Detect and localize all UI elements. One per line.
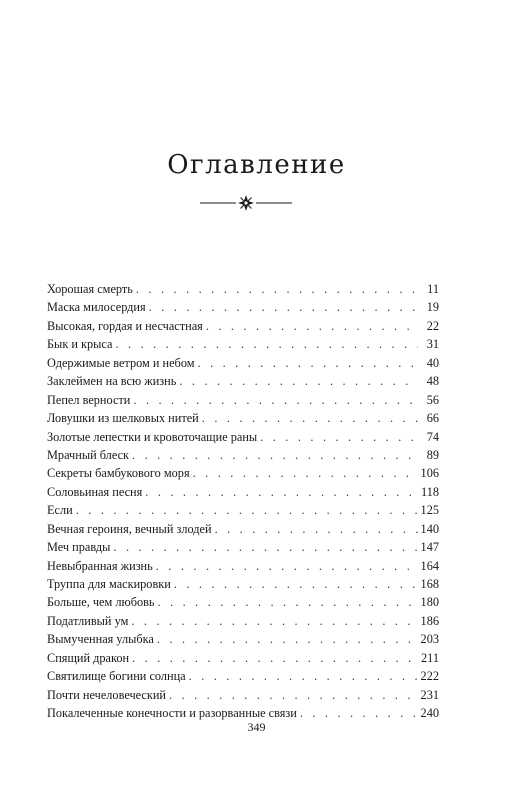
toc-entry[interactable] <box>47 501 439 519</box>
toc-dot-leader <box>131 612 417 630</box>
toc-entry-page: 89 <box>418 446 439 464</box>
toc-entry-page: 40 <box>418 354 439 372</box>
toc-entry[interactable] <box>47 557 439 575</box>
toc-dot-leader <box>156 557 418 575</box>
toc-dot-leader <box>133 391 418 409</box>
toc-dot-leader <box>113 538 417 556</box>
toc-entry-page: 125 <box>418 501 439 519</box>
toc-entry-title: Почти нечеловеческий <box>47 686 169 704</box>
toc-entry-page: 140 <box>418 520 439 538</box>
toc-entry[interactable] <box>47 593 439 611</box>
toc-entry-page: 231 <box>418 686 439 704</box>
toc-dot-leader <box>76 501 418 519</box>
star-flourish-icon <box>196 193 296 213</box>
toc-dot-leader <box>215 520 418 538</box>
toc-dot-leader <box>174 575 418 593</box>
toc-entry-page: 222 <box>418 667 439 685</box>
toc-entry-title: Маска милосердия <box>47 298 149 316</box>
toc-dot-leader <box>132 446 418 464</box>
toc-dot-leader <box>169 686 418 704</box>
toc-entry-title: Мрачный блеск <box>47 446 132 464</box>
toc-entry[interactable] <box>47 630 439 648</box>
toc-entry[interactable] <box>47 649 439 667</box>
toc-entry-title: Невыбранная жизнь <box>47 557 156 575</box>
toc-entry[interactable] <box>47 354 439 372</box>
toc-dot-leader <box>260 428 418 446</box>
toc-entry[interactable] <box>47 391 439 409</box>
toc-entry[interactable] <box>47 575 439 593</box>
toc-entry-page: 240 <box>418 704 439 722</box>
toc-dot-leader <box>158 593 418 611</box>
toc-entry[interactable] <box>47 372 439 390</box>
toc-entry-title: Меч правды <box>47 538 113 556</box>
toc-entry-page: 147 <box>418 538 439 556</box>
toc-entry[interactable] <box>47 483 439 501</box>
toc-dot-leader <box>132 649 418 667</box>
toc-entry[interactable] <box>47 409 439 427</box>
toc-entry-page: 22 <box>418 317 439 335</box>
toc-dot-leader <box>193 464 418 482</box>
toc-entry-title: Вымученная улыбка <box>47 630 157 648</box>
toc-entry-title: Больше, чем любовь <box>47 593 158 611</box>
page-title: Оглавление <box>167 150 346 180</box>
toc-entry-title: Хорошая смерть <box>47 280 136 298</box>
toc-entry[interactable] <box>47 520 439 538</box>
toc-entry[interactable] <box>47 428 439 446</box>
toc-dot-leader <box>206 317 418 335</box>
toc-entry-title: Бык и крыса <box>47 335 115 353</box>
table-of-contents <box>47 280 439 723</box>
toc-entry-title: Ловушки из шелковых нитей <box>47 409 202 427</box>
toc-entry-page: 74 <box>418 428 439 446</box>
toc-dot-leader <box>145 483 418 501</box>
toc-dot-leader <box>189 667 418 685</box>
toc-entry[interactable] <box>47 686 439 704</box>
toc-entry[interactable] <box>47 538 439 556</box>
toc-entry-page: 164 <box>418 557 439 575</box>
toc-entry-page: 186 <box>418 612 439 630</box>
toc-entry[interactable] <box>47 280 439 298</box>
toc-entry-page: 203 <box>418 630 439 648</box>
toc-entry-page: 118 <box>418 483 439 501</box>
toc-entry-page: 48 <box>418 372 439 390</box>
toc-entry-title: Спящий дракон <box>47 649 132 667</box>
toc-entry-page: 11 <box>418 280 439 298</box>
toc-dot-leader <box>149 298 418 316</box>
toc-dot-leader <box>179 372 418 390</box>
toc-entry-page: 56 <box>418 391 439 409</box>
toc-entry[interactable] <box>47 317 439 335</box>
toc-dot-leader <box>136 280 418 298</box>
toc-entry[interactable] <box>47 612 439 630</box>
toc-entry-title: Вечная героиня, вечный злодей <box>47 520 215 538</box>
toc-entry[interactable] <box>47 298 439 316</box>
toc-entry[interactable] <box>47 464 439 482</box>
toc-entry-title: Золотые лепестки и кровоточащие раны <box>47 428 260 446</box>
toc-entry-title: Высокая, гордая и несчастная <box>47 317 206 335</box>
toc-entry-title: Податливый ум <box>47 612 131 630</box>
page-number: 349 <box>247 720 266 734</box>
toc-dot-leader <box>198 354 418 372</box>
toc-entry-page: 19 <box>418 298 439 316</box>
toc-entry-title: Одержимые ветром и небом <box>47 354 198 372</box>
toc-entry-title: Если <box>47 501 76 519</box>
toc-entry-title: Покалеченные конечности и разорванные связи <box>47 704 300 722</box>
toc-entry[interactable] <box>47 335 439 353</box>
toc-dot-leader <box>157 630 418 648</box>
toc-entry-title: Заклеймен на всю жизнь <box>47 372 179 390</box>
toc-entry-page: 31 <box>418 335 439 353</box>
toc-entry[interactable] <box>47 446 439 464</box>
toc-entry-page: 180 <box>418 593 439 611</box>
toc-entry-page: 168 <box>418 575 439 593</box>
toc-dot-leader <box>115 335 418 353</box>
toc-entry-page: 106 <box>418 464 439 482</box>
toc-dot-leader <box>202 409 418 427</box>
toc-entry-title: Святилище богини солнца <box>47 667 189 685</box>
toc-entry-title: Пепел верности <box>47 391 133 409</box>
toc-entry[interactable] <box>47 667 439 685</box>
toc-entry-title: Секреты бамбукового моря <box>47 464 193 482</box>
toc-entry-title: Труппа для маскировки <box>47 575 174 593</box>
toc-entry-page: 66 <box>418 409 439 427</box>
toc-entry-page: 211 <box>418 649 439 667</box>
toc-entry-title: Соловьиная песня <box>47 483 145 501</box>
